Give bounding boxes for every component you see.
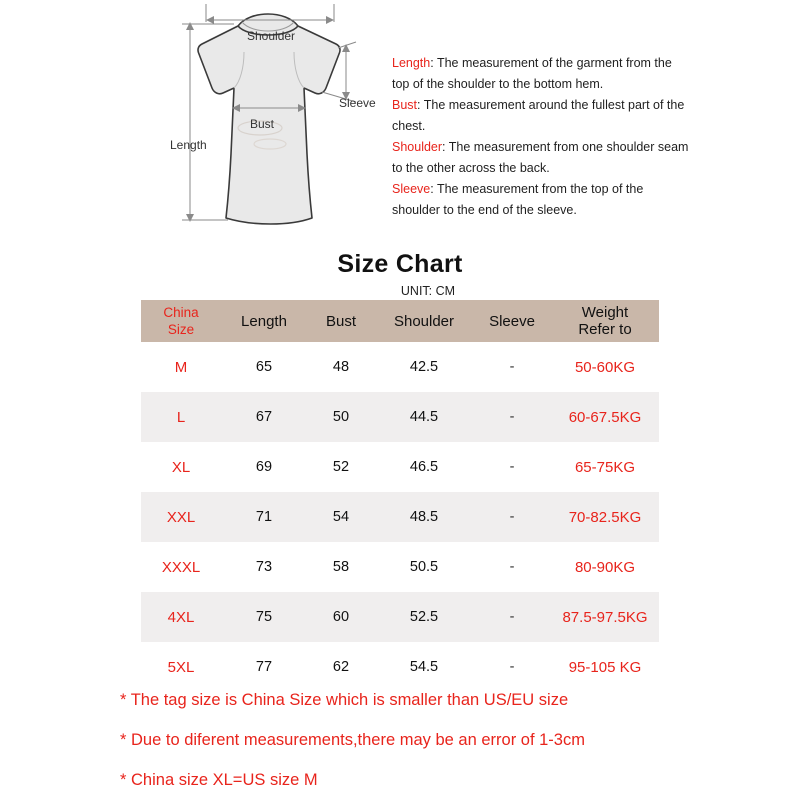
header-weight-line1: Weight [581, 304, 629, 321]
measurement-definitions [392, 53, 692, 221]
header-bust: Bust [307, 300, 375, 342]
cell-length: 67 [255, 409, 273, 425]
cell-size: 4XL [167, 608, 195, 626]
table-row [141, 442, 659, 492]
definition-term-shoulder: Shoulder [392, 140, 443, 154]
definition-text-sleeve: : The measurement from the top of the shoulder to the end of the sleeve. [392, 182, 644, 217]
cell-sleeve: - [509, 609, 515, 625]
cell-length: 69 [255, 459, 273, 475]
cell-bust: 52 [332, 459, 350, 475]
cell-length: 73 [255, 559, 273, 575]
table-row [141, 642, 659, 692]
table-row [141, 342, 659, 392]
cell-weight: 60-67.5KG [568, 408, 642, 426]
cell-bust: 60 [332, 609, 350, 625]
cell-size: XXXL [161, 558, 201, 576]
size-chart-table-wrap [141, 300, 659, 692]
table-row [141, 592, 659, 642]
cell-bust: 58 [332, 559, 350, 575]
cell-length: 71 [255, 509, 273, 525]
definition-text-bust: : The measurement around the fullest part of the chest. [392, 98, 685, 133]
cell-size: 5XL [167, 658, 195, 676]
cell-weight: 95-105 KG [568, 658, 642, 676]
cell-size: XL [171, 458, 191, 476]
label-sleeve: Sleeve [339, 96, 376, 110]
cell-size: M [174, 358, 188, 376]
cell-shoulder: 54.5 [409, 659, 439, 675]
cell-weight: 80-90KG [574, 558, 636, 576]
notes-section [120, 688, 780, 808]
cell-weight: 70-82.5KG [568, 508, 642, 526]
definition-text-shoulder: : The measurement from one shoulder seam to the other across the back. [392, 140, 689, 175]
cell-weight: 65-75KG [574, 458, 636, 476]
label-bust: Bust [250, 117, 275, 131]
cell-size: XXL [166, 508, 196, 526]
header-shoulder: Shoulder [375, 300, 473, 342]
definition-bust [392, 95, 692, 137]
definition-length [392, 53, 692, 95]
cell-shoulder: 50.5 [409, 559, 439, 575]
cell-bust: 62 [332, 659, 350, 675]
header-china-size-line1: China [163, 305, 199, 320]
cell-sleeve: - [509, 559, 515, 575]
cell-shoulder: 52.5 [409, 609, 439, 625]
cell-shoulder: 46.5 [409, 459, 439, 475]
header-length: Length [221, 300, 307, 342]
size-chart-table [141, 300, 659, 692]
note-item: * Due to diferent measurements,there may be an error of 1-3cm [120, 731, 585, 749]
definition-text-length: : The measurement of the garment from the top of the shoulder to the bottom hem. [392, 56, 672, 91]
cell-shoulder: 44.5 [409, 409, 439, 425]
cell-shoulder: 42.5 [409, 359, 439, 375]
label-shoulder: Shoulder [247, 29, 296, 43]
note-item: * China size XL=US size M [120, 771, 318, 789]
header-china-size [141, 300, 221, 342]
cell-sleeve: - [509, 659, 515, 675]
definition-term-bust: Bust [392, 98, 418, 112]
cell-sleeve: - [509, 359, 515, 375]
definition-sleeve [392, 179, 692, 221]
cell-size: L [176, 408, 186, 426]
cell-bust: 54 [332, 509, 350, 525]
table-row [141, 392, 659, 442]
cell-bust: 48 [332, 359, 350, 375]
header-sleeve: Sleeve [473, 300, 551, 342]
header-china-size-line2: Size [167, 322, 195, 337]
table-header [141, 300, 659, 342]
header-weight [551, 300, 659, 342]
table-row [141, 492, 659, 542]
cell-sleeve: - [509, 409, 515, 425]
illustration-area [0, 0, 800, 248]
cell-weight: 50-60KG [574, 358, 636, 376]
unit-label: UNIT: CM [400, 284, 456, 298]
header-weight-line2: Refer to [578, 321, 632, 338]
label-length: Length [170, 138, 207, 152]
definition-term-length: Length [392, 56, 431, 70]
note-item: * The tag size is China Size which is smaller than US/EU size [120, 691, 569, 709]
cell-length: 65 [255, 359, 273, 375]
cell-length: 75 [255, 609, 273, 625]
cell-sleeve: - [509, 459, 515, 475]
cell-sleeve: - [509, 509, 515, 525]
cell-shoulder: 48.5 [409, 509, 439, 525]
cell-bust: 50 [332, 409, 350, 425]
definition-shoulder [392, 137, 692, 179]
definition-term-sleeve: Sleeve [392, 182, 431, 196]
page-title: Size Chart [337, 250, 463, 278]
cell-weight: 87.5-97.5KG [562, 608, 648, 626]
table-header-row [141, 300, 659, 342]
cell-length: 77 [255, 659, 273, 675]
table-body [141, 342, 659, 692]
table-row [141, 542, 659, 592]
